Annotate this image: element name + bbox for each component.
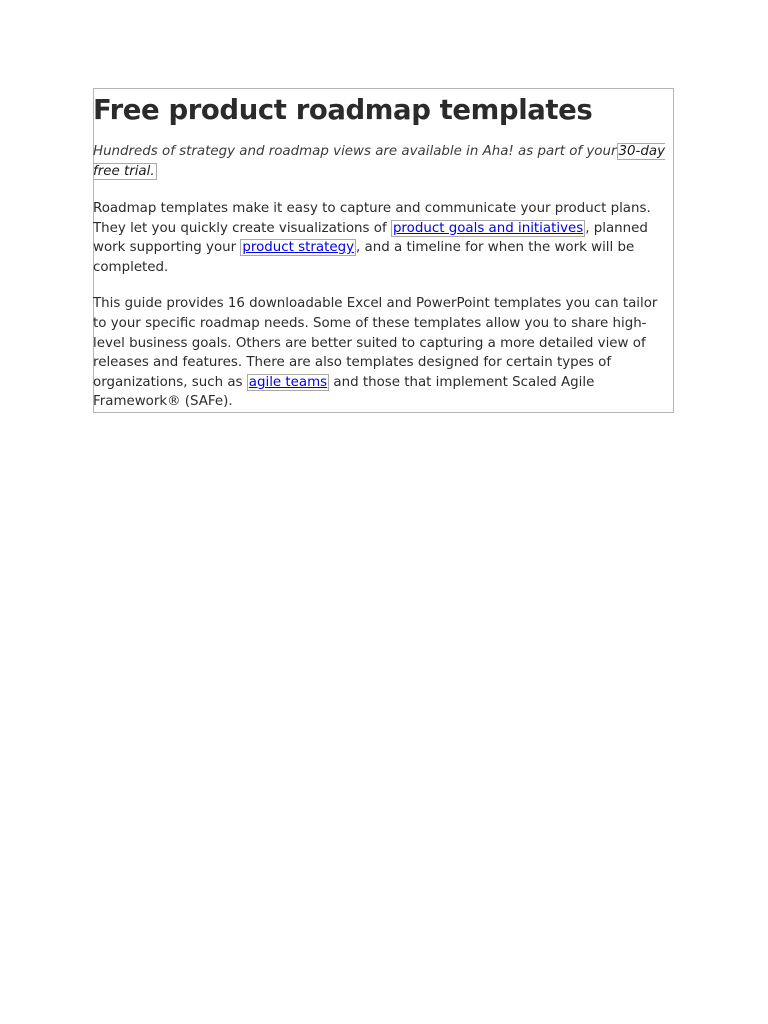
product-goals-link[interactable]: product goals and initiatives bbox=[392, 220, 584, 236]
page-title: Free product roadmap templates bbox=[93, 94, 593, 126]
free-trial-link[interactable]: 30-day free trial. bbox=[93, 144, 666, 179]
paragraph1-text-3: , and a timeline for when the work will be completed. bbox=[93, 240, 635, 275]
paragraph1-text-2: , planned work supporting your bbox=[93, 220, 648, 256]
intro-sentence: Hundreds of strategy and roadmap views are available in Aha! as part of your bbox=[93, 144, 617, 159]
paragraph-guide bbox=[93, 294, 674, 412]
intro-text bbox=[93, 142, 674, 182]
paragraph2-text-1: This guide provides 16 downloadable Excel and PowerPoint templates you can tailor to your specific roadmap needs. Some of these templates allow you to share high-level business goals. Others are better suited to capturing a more detailed view of releases and features. There are also templates designed for certain types of organizations, such as bbox=[93, 296, 658, 390]
agile-teams-link[interactable]: agile teams bbox=[248, 374, 328, 390]
paragraph-roadmap-templates bbox=[93, 199, 674, 277]
paragraph1-text-1: Roadmap templates make it easy to capture and communicate your product plans. They let you quickly create visualizations of bbox=[93, 201, 651, 236]
product-strategy-link[interactable]: product strategy bbox=[242, 240, 355, 256]
paragraph2-text-2: and those that implement Scaled Agile Framework® (SAFe). bbox=[93, 374, 595, 410]
document-content bbox=[93, 88, 674, 412]
